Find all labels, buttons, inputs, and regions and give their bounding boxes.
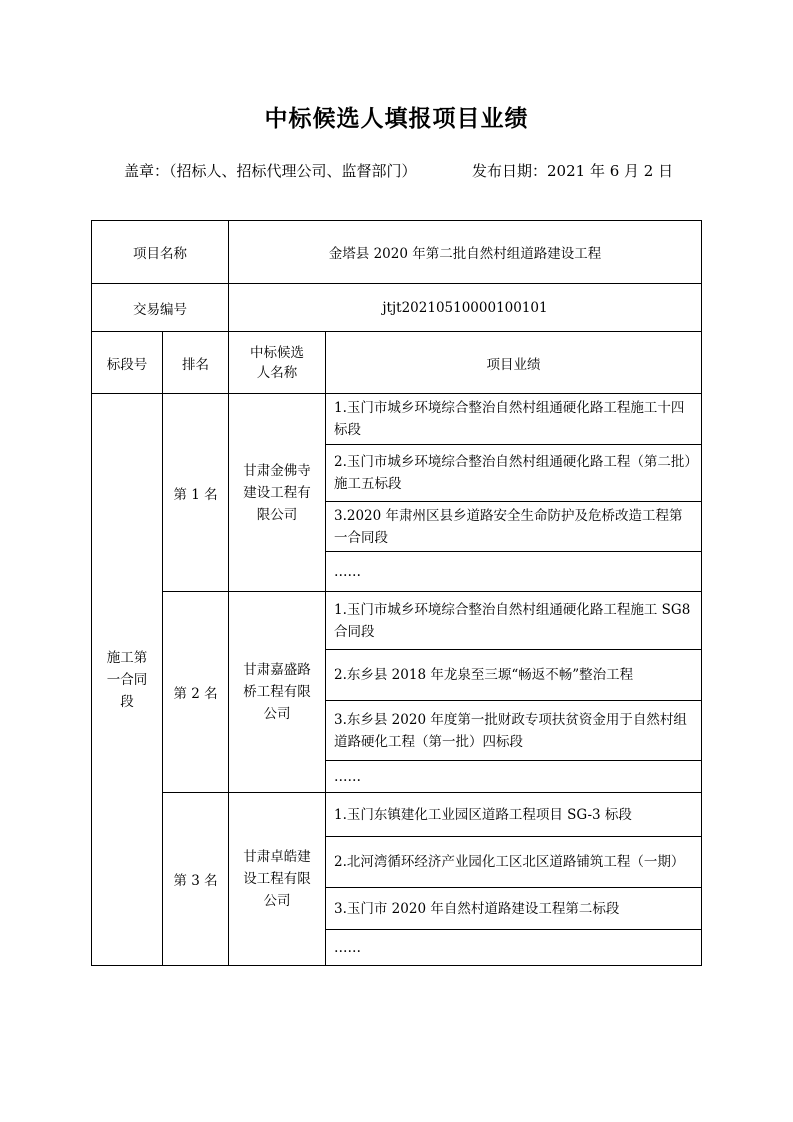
candidate-2-project-more: …… <box>326 761 702 793</box>
header-candidate: 中标候选人名称 <box>229 332 326 394</box>
candidate-2-name: 甘肃嘉盛路桥工程有限公司 <box>229 592 326 793</box>
seal-label: 盖章：（招标人、招标代理公司、监督部门） <box>124 162 417 180</box>
trade-no-label: 交易编号 <box>92 284 229 332</box>
candidate-1-rank: 第 1 名 <box>163 394 229 592</box>
candidate-2-project-1: 1.玉门市城乡环境综合整治自然村组通硬化路工程施工 SG8 合同段 <box>326 592 702 650</box>
page-title: 中标候选人填报项目业绩 <box>264 106 529 132</box>
candidate-3-rank: 第 3 名 <box>163 793 229 966</box>
table-row <box>92 394 702 445</box>
candidate-3-project-more: …… <box>326 930 702 966</box>
table-row <box>92 793 702 837</box>
candidate-3-name: 甘肃卓皓建设工程有限公司 <box>229 793 326 966</box>
project-name-row <box>92 221 702 284</box>
header-row <box>92 332 702 394</box>
candidate-1-project-1: 1.玉门市城乡环境综合整治自然村组通硬化路工程施工十四标段 <box>326 394 702 445</box>
table-row <box>92 592 702 650</box>
project-name-label: 项目名称 <box>92 221 229 284</box>
candidate-3-project-2: 2.北河湾循环经济产业园化工区北区道路铺筑工程（一期） <box>326 837 702 888</box>
trade-no-value: jtjt20210510000100101 <box>229 284 702 332</box>
candidate-3-project-3: 3.玉门市 2020 年自然村道路建设工程第二标段 <box>326 888 702 930</box>
candidate-2-project-3: 3.东乡县 2020 年度第一批财政专项扶贫资金用于自然村组道路硬化工程（第一批）四标段 <box>326 701 702 761</box>
candidate-1-name: 甘肃金佛寺建设工程有限公司 <box>229 394 326 592</box>
candidate-1-project-more: …… <box>326 552 702 592</box>
candidate-1-project-3: 3.2020 年肃州区县乡道路安全生命防护及危桥改造工程第一合同段 <box>326 502 702 552</box>
candidate-2-rank: 第 2 名 <box>163 592 229 793</box>
header-section: 标段号 <box>92 332 163 394</box>
performance-table <box>91 220 702 966</box>
candidate-1-project-2: 2.玉门市城乡环境综合整治自然村组通硬化路工程（第二批）施工五标段 <box>326 445 702 502</box>
candidate-2-project-2: 2.东乡县 2018 年龙泉至三塬“畅返不畅”整治工程 <box>326 650 702 701</box>
project-name-value: 金塔县 2020 年第二批自然村组道路建设工程 <box>229 221 702 284</box>
header-rank: 排名 <box>163 332 229 394</box>
header-performance: 项目业绩 <box>326 332 702 394</box>
candidate-3-project-1: 1.玉门东镇建化工业园区道路工程项目 SG-3 标段 <box>326 793 702 837</box>
publish-date: 发布日期：2021 年 6 月 2 日 <box>472 162 674 180</box>
trade-no-row <box>92 284 702 332</box>
section-name: 施工第一合同段 <box>92 394 163 966</box>
